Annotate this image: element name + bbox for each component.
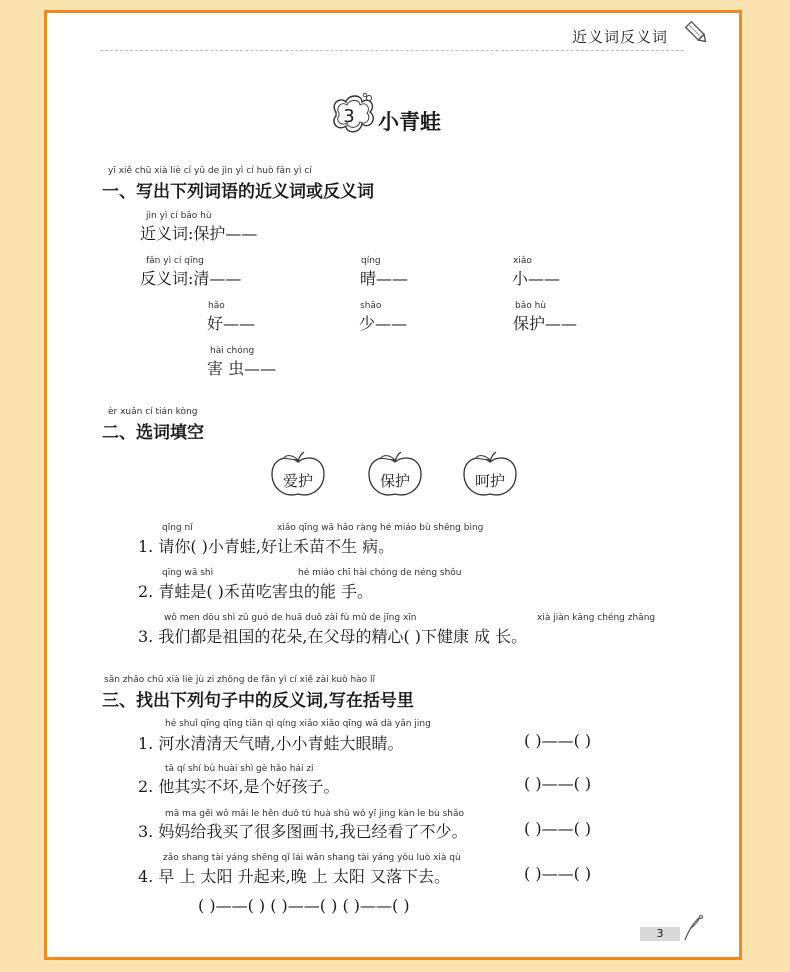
sentence-pinyin: wǒ men dōu shì zǔ guó de huā duǒ zài fù mǔ de jīng xīn xyxy=(164,613,417,623)
antonym-sentence: 3. 妈妈给我买了很多图画书,我已经看了不少。 xyxy=(138,822,468,841)
antonym-item: 少—— xyxy=(359,314,408,333)
sentence-pinyin: xiǎo qīng wā hǎo ràng hé miáo bù shēng bìng xyxy=(277,523,484,533)
page-number: 3 xyxy=(640,927,680,941)
pencil-icon xyxy=(684,20,710,46)
synonym-pinyin: jìn yì cí bǎo hù xyxy=(146,211,212,221)
section2-pinyin: èr xuǎn cí tián kòng xyxy=(108,407,198,417)
word-choice: 保护 xyxy=(379,472,410,490)
sentence-pinyin: qīng wā shì xyxy=(162,568,214,578)
antonym-sentence: 2. 他其实不坏,是个好孩子。 xyxy=(138,777,340,796)
antonym-item-pinyin: hài chóng xyxy=(210,346,255,356)
sentence-pinyin: hé shuǐ qīng qīng tiān qì qíng xiǎo xiǎo qīng wā dà yǎn jing xyxy=(165,719,431,729)
antonym-item: 好—— xyxy=(207,314,256,333)
fill-sentence: 3. 我们都是祖国的花朵,在父母的精心( )下健康 成 长。 xyxy=(138,627,528,646)
antonym-item-pinyin: shǎo xyxy=(360,301,382,311)
header-title: 近义词反义词 xyxy=(572,28,669,46)
word-choice: 呵护 xyxy=(474,472,505,490)
sentence-pinyin: zǎo shang tài yáng shēng qǐ lái wǎn shang tài yáng yòu luò xià qù xyxy=(163,853,461,863)
section3-pinyin: sān zhǎo chū xià liè jù zi zhōng de fǎn yì cí xiě zài kuò hào lǐ xyxy=(104,675,376,685)
section3-heading: 三、找出下列句子中的反义词,写在括号里 xyxy=(102,691,414,711)
answer-blank[interactable]: ( )——( ) xyxy=(524,864,592,883)
fill-sentence: 1. 请你( )小青蛙,好让禾苗不生 病。 xyxy=(138,537,395,556)
lesson-title: 小青蛙 xyxy=(378,109,441,134)
antonym-item: 保护—— xyxy=(513,314,578,333)
antonym-sentence: 4. 早 上 太阳 升起来,晚 上 太阳 又落下去。 xyxy=(138,867,450,886)
antonym-item: 小—— xyxy=(512,269,561,288)
lesson-number: 3 xyxy=(343,106,355,127)
sentence-pinyin: mā ma gěi wǒ mǎi le hěn duō tú huà shū wǒ yǐ jing kàn le bù shǎo xyxy=(165,809,465,819)
fill-sentence: 2. 青蛙是( )禾苗吃害虫的能 手。 xyxy=(138,582,374,601)
antonym-item-pinyin: bǎo hù xyxy=(515,301,547,311)
antonym-item-pinyin: xiǎo xyxy=(513,256,532,266)
sentence-pinyin: tā qí shí bù huài shì gè hǎo hái zi xyxy=(165,764,314,774)
section2-heading: 二、选词填空 xyxy=(102,423,204,443)
word-choice: 爱护 xyxy=(282,472,313,490)
antonym-item: 害 虫—— xyxy=(207,359,277,378)
feather-icon xyxy=(682,914,704,942)
answer-blank[interactable]: ( )——( ) xyxy=(524,774,592,793)
answer-blank[interactable]: ( )——( ) xyxy=(524,731,592,750)
section1-pinyin: yī xiě chū xià liè cí yǔ de jìn yì cí huò fǎn yì cí xyxy=(108,166,312,176)
sentence-pinyin: xià jiàn kāng chéng zhǎng xyxy=(537,613,656,623)
antonym-item-pinyin: hǎo xyxy=(208,301,225,311)
sentence-pinyin: qǐng nǐ xyxy=(162,523,193,533)
antonym-pinyin: fǎn yì cí qīng xyxy=(146,256,204,266)
section1-heading: 一、写出下列词语的近义词或反义词 xyxy=(102,182,374,202)
antonym-sentence: 1. 河水清清天气晴,小小青蛙大眼睛。 xyxy=(138,734,404,753)
synonym-prompt: 近义词:保护—— xyxy=(140,224,258,243)
antonym-item-pinyin: qíng xyxy=(361,256,381,266)
antonym-item: 晴—— xyxy=(360,269,409,288)
antonym-prompt: 反义词:清—— xyxy=(140,269,242,288)
sentence-pinyin: hé miáo chī hài chóng de néng shǒu xyxy=(298,568,462,578)
answer-blank[interactable]: ( )——( ) xyxy=(524,819,592,838)
answer-blank-row[interactable]: ( )——( ) ( )——( ) ( )——( ) xyxy=(198,896,410,915)
header-divider xyxy=(100,50,684,51)
